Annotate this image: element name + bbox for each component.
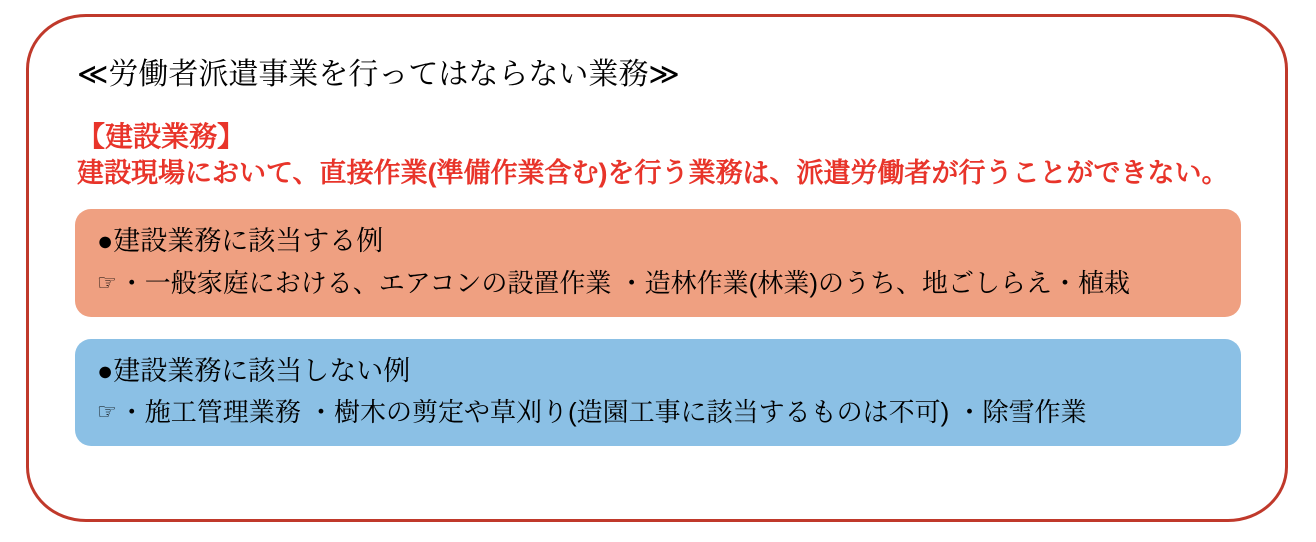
pointing-hand-icon: ☞: [97, 269, 117, 295]
section-label: 【建設業務】: [77, 121, 246, 152]
page-title: ≪労働者派遣事業を行ってはならない業務≫: [77, 58, 680, 91]
section-description: 建設現場において、直接作業(準備作業含む)を行う業務は、派遣労働者が行うことができない。: [77, 158, 1229, 188]
pointing-hand-icon: ☞: [97, 399, 117, 425]
rounded-frame: [26, 14, 1288, 522]
applicable-examples-text: ・一般家庭における、エアコンの設置作業 ・造林作業(林業)のうち、地ごしらえ・植栽: [118, 267, 1130, 298]
not-applicable-examples-text: ・施工管理業務 ・樹木の剪定や草刈り(造園工事に該当するものは不可) ・除雪作業: [118, 397, 1087, 428]
not-applicable-examples-box: [75, 339, 1241, 447]
not-applicable-examples-title: ●建設業務に該当しない例: [97, 355, 411, 386]
applicable-examples-title: ●建設業務に該当する例: [97, 226, 384, 257]
not-applicable-examples-body: [97, 395, 1219, 430]
applicable-examples-box: [75, 209, 1241, 317]
applicable-examples-body: [97, 266, 1219, 301]
content-area: [75, 57, 1297, 468]
